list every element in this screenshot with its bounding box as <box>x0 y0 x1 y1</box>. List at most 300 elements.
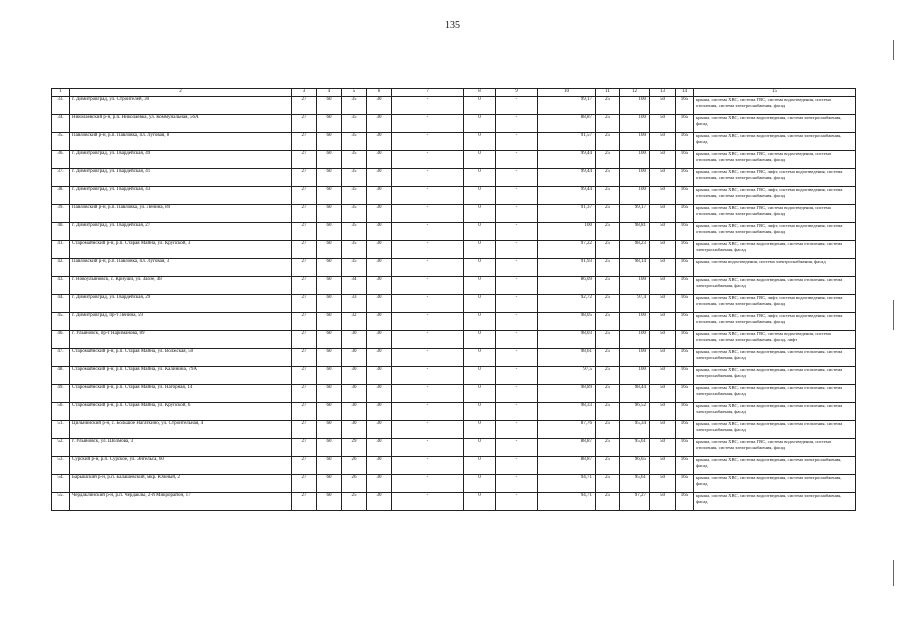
value-col-8: 0 <box>464 421 496 439</box>
value-col-4: 60 <box>317 241 342 259</box>
value-col-5: 35 <box>342 205 367 223</box>
value-col-6: 30 <box>367 205 392 223</box>
works-list: крыша, система ХВС, система ГВС, система водоотведения, система отопления, система электроснабжения, фасад <box>694 151 856 169</box>
value-col-13: 50 <box>650 169 676 187</box>
scan-edge-mark <box>893 40 894 60</box>
value-col-5: 26 <box>342 457 367 475</box>
value-col-5: 35 <box>342 133 367 151</box>
scan-edge-mark <box>893 560 894 586</box>
value-col-13: 50 <box>650 277 676 295</box>
value-col-10: 99,17 <box>538 97 596 115</box>
row-number: 54. <box>52 475 70 493</box>
value-col-7: - <box>392 241 464 259</box>
table-row <box>52 349 856 367</box>
value-col-8: 0 <box>464 367 496 385</box>
works-list: крыша, система ХВС, система ГВС, лифт, система водоотведения, система отопления, система электроснабжения, фасад <box>694 295 856 313</box>
works-list: крыша, система ХВС, система водоотведения, система отопления, система электроснабжения, фасад <box>694 277 856 295</box>
value-col-12: 100 <box>620 115 650 133</box>
value-col-7: - <box>392 385 464 403</box>
table-row <box>52 169 856 187</box>
value-col-9: - <box>496 169 538 187</box>
table-row <box>52 493 856 511</box>
value-col-3: 27 <box>292 187 317 205</box>
works-list: крыша, система ХВС, система ГВС, лифт, система водоотведения, система отопления, система электроснабжения, фасад <box>694 223 856 241</box>
value-col-5: 35 <box>342 97 367 115</box>
value-col-14: 165 <box>676 295 694 313</box>
address: г. Ульяновск, пр-т Нариманова, 89 <box>70 331 292 349</box>
value-col-6: 30 <box>367 493 392 511</box>
value-col-9: - <box>496 223 538 241</box>
column-header: 3 <box>292 89 317 97</box>
value-col-5: 35 <box>342 169 367 187</box>
value-col-14: 165 <box>676 223 694 241</box>
table-row <box>52 223 856 241</box>
value-col-13: 50 <box>650 97 676 115</box>
table-row <box>52 97 856 115</box>
column-header: 5 <box>342 89 367 97</box>
value-col-7: - <box>392 493 464 511</box>
address: Николаевский р-н, р.п. Николаевка, ул. Коммунальная, 56А <box>70 115 292 133</box>
works-list: крыша, система ХВС, система водоотведения, система отопления, система электроснабжения, фасад <box>694 367 856 385</box>
value-col-5: 30 <box>342 421 367 439</box>
value-col-11: 25 <box>596 493 620 511</box>
value-col-6: 30 <box>367 457 392 475</box>
works-list: крыша, система ХВС, система ГВС, система водоотведения, система отопления, система электроснабжения, фасад <box>694 97 856 115</box>
value-col-13: 50 <box>650 295 676 313</box>
value-col-7: - <box>392 223 464 241</box>
address: г. Димитровград, ул. Гвардейская, 29 <box>70 295 292 313</box>
value-col-12: 98,44 <box>620 385 650 403</box>
value-col-8: 0 <box>464 349 496 367</box>
value-col-9: - <box>496 313 538 331</box>
value-col-11: 25 <box>596 277 620 295</box>
column-header: 13 <box>650 89 676 97</box>
row-number: 40. <box>52 223 70 241</box>
value-col-4: 60 <box>317 115 342 133</box>
value-col-3: 27 <box>292 133 317 151</box>
value-col-12: 96,65 <box>620 457 650 475</box>
value-col-5: 29 <box>342 439 367 457</box>
value-col-6: 30 <box>367 151 392 169</box>
value-col-13: 50 <box>650 385 676 403</box>
value-col-14: 165 <box>676 421 694 439</box>
value-col-7: - <box>392 151 464 169</box>
value-col-4: 60 <box>317 385 342 403</box>
row-number: 46. <box>52 331 70 349</box>
value-col-7: - <box>392 133 464 151</box>
value-col-8: 0 <box>464 241 496 259</box>
value-col-11: 25 <box>596 457 620 475</box>
address: Старомайнский р-н, р.п. Старая Майна, ул. Волжская, 50 <box>70 349 292 367</box>
value-col-12: 100 <box>620 169 650 187</box>
value-col-7: - <box>392 277 464 295</box>
value-col-12: 98,81 <box>620 223 650 241</box>
table-row <box>52 421 856 439</box>
value-col-10: 99,44 <box>538 169 596 187</box>
address: Старомайнский р-н, р.п. Старая Майна, ул. Нагорная, 14 <box>70 385 292 403</box>
value-col-13: 50 <box>650 187 676 205</box>
value-col-11: 25 <box>596 205 620 223</box>
value-col-3: 27 <box>292 457 317 475</box>
value-col-3: 27 <box>292 493 317 511</box>
value-col-4: 60 <box>317 439 342 457</box>
value-col-10: 98,05 <box>538 313 596 331</box>
value-col-8: 0 <box>464 151 496 169</box>
value-col-9: - <box>496 475 538 493</box>
table-row <box>52 313 856 331</box>
row-number: 41. <box>52 241 70 259</box>
value-col-7: - <box>392 421 464 439</box>
value-col-13: 50 <box>650 151 676 169</box>
value-col-6: 30 <box>367 277 392 295</box>
table-row <box>52 439 856 457</box>
value-col-6: 30 <box>367 187 392 205</box>
value-col-9: - <box>496 97 538 115</box>
address: Цильнинский р-н, с. Большое Нагаткино, ул. Строительная, 4 <box>70 421 292 439</box>
row-number: 43. <box>52 277 70 295</box>
value-col-12: 100 <box>620 331 650 349</box>
address: Павловский р-н, р.п. Павловка, ул. Ленина, 89 <box>70 205 292 223</box>
value-col-14: 165 <box>676 493 694 511</box>
column-header: 15 <box>694 89 856 97</box>
value-col-10: 86,09 <box>538 277 596 295</box>
value-col-5: 35 <box>342 151 367 169</box>
value-col-12: 95,61 <box>620 439 650 457</box>
value-col-3: 27 <box>292 259 317 277</box>
row-number: 49. <box>52 385 70 403</box>
value-col-10: 97,22 <box>538 241 596 259</box>
value-col-7: - <box>392 367 464 385</box>
value-col-5: 30 <box>342 385 367 403</box>
table-row <box>52 295 856 313</box>
value-col-4: 60 <box>317 295 342 313</box>
value-col-14: 165 <box>676 403 694 421</box>
value-col-11: 25 <box>596 385 620 403</box>
works-list: крыша, система ХВС, система водоотведения, система отопления, система электроснабжения, фасад <box>694 241 856 259</box>
value-col-12: 97,27 <box>620 493 650 511</box>
value-col-9: - <box>496 115 538 133</box>
value-col-8: 0 <box>464 205 496 223</box>
value-col-4: 60 <box>317 187 342 205</box>
value-col-11: 25 <box>596 133 620 151</box>
value-col-3: 27 <box>292 241 317 259</box>
value-col-14: 165 <box>676 331 694 349</box>
value-col-13: 50 <box>650 349 676 367</box>
column-header: 10 <box>538 89 596 97</box>
value-col-13: 50 <box>650 367 676 385</box>
column-header: 6 <box>367 89 392 97</box>
value-col-8: 0 <box>464 169 496 187</box>
value-col-12: 100 <box>620 349 650 367</box>
housing-repair-table <box>51 88 856 511</box>
works-list: крыша, система ХВС, система ГВС, система водоотведения, система отопления, система электроснабжения, фасад <box>694 205 856 223</box>
value-col-5: 35 <box>342 187 367 205</box>
value-col-12: 100 <box>620 97 650 115</box>
address: Чердаклинский р-н, р.п. Чердаклы, 2-й Микрорайон, 17 <box>70 493 292 511</box>
value-col-14: 165 <box>676 97 694 115</box>
value-col-3: 27 <box>292 331 317 349</box>
value-col-4: 60 <box>317 421 342 439</box>
column-header: 11 <box>596 89 620 97</box>
value-col-11: 25 <box>596 403 620 421</box>
value-col-5: 33 <box>342 295 367 313</box>
value-col-7: - <box>392 457 464 475</box>
value-col-6: 30 <box>367 331 392 349</box>
table-body <box>52 97 856 511</box>
value-col-7: - <box>392 439 464 457</box>
works-list: крыша, система ХВС, система водоотведения, система электроснабжения, фасад <box>694 457 856 475</box>
value-col-8: 0 <box>464 133 496 151</box>
value-col-14: 165 <box>676 313 694 331</box>
value-col-8: 0 <box>464 313 496 331</box>
address: г. Ульяновск, ул. Шолмова, 3 <box>70 439 292 457</box>
works-list: крыша, система водоотведения, система электроснабжения, фасад <box>694 259 856 277</box>
value-col-5: 30 <box>342 331 367 349</box>
value-col-3: 27 <box>292 475 317 493</box>
works-list: крыша, система ХВС, система водоотведения, система электроснабжения, фасад <box>694 493 856 511</box>
value-col-9: - <box>496 151 538 169</box>
column-header: 9 <box>496 89 538 97</box>
value-col-10: 91,37 <box>538 205 596 223</box>
value-col-12: 97,4 <box>620 295 650 313</box>
value-col-7: - <box>392 169 464 187</box>
value-col-10: 100 <box>538 223 596 241</box>
address: г. Димитровград, пр-т Ленина, 59 <box>70 313 292 331</box>
table-row <box>52 115 856 133</box>
value-col-9: - <box>496 367 538 385</box>
column-header: 2 <box>70 89 292 97</box>
value-col-11: 25 <box>596 295 620 313</box>
address: Старомайнский р-н, р.п. Старая Майна, ул. Крупской, 3 <box>70 241 292 259</box>
value-col-8: 0 <box>464 115 496 133</box>
table-row <box>52 277 856 295</box>
value-col-7: - <box>392 313 464 331</box>
value-col-9: - <box>496 133 538 151</box>
value-col-9: - <box>496 349 538 367</box>
value-col-11: 25 <box>596 115 620 133</box>
value-col-14: 165 <box>676 457 694 475</box>
column-header: 8 <box>464 89 496 97</box>
column-header: 1 <box>52 89 70 97</box>
address: г. Димитровград, ул. Строителей, 30 <box>70 97 292 115</box>
table-row <box>52 241 856 259</box>
value-col-6: 30 <box>367 421 392 439</box>
value-col-10: 97,5 <box>538 367 596 385</box>
value-col-12: 100 <box>620 151 650 169</box>
value-col-11: 25 <box>596 439 620 457</box>
value-col-13: 50 <box>650 475 676 493</box>
value-col-5: 30 <box>342 403 367 421</box>
address: Павловский р-н, р.п. Павловка, пл. Луговая, 8 <box>70 133 292 151</box>
value-col-9: - <box>496 385 538 403</box>
value-col-8: 0 <box>464 475 496 493</box>
value-col-12: 95,61 <box>620 475 650 493</box>
value-col-7: - <box>392 115 464 133</box>
row-number: 44. <box>52 295 70 313</box>
value-col-3: 27 <box>292 205 317 223</box>
value-col-4: 60 <box>317 133 342 151</box>
table-header <box>52 89 856 97</box>
scan-edge-mark <box>893 300 894 330</box>
address: г. Димитровград, ул. Гвардейская, 49 <box>70 151 292 169</box>
value-col-6: 30 <box>367 385 392 403</box>
value-col-5: 30 <box>342 367 367 385</box>
value-col-4: 60 <box>317 259 342 277</box>
value-col-14: 165 <box>676 151 694 169</box>
row-number: 52. <box>52 439 70 457</box>
value-col-7: - <box>392 187 464 205</box>
value-col-3: 27 <box>292 277 317 295</box>
value-col-11: 25 <box>596 241 620 259</box>
value-col-13: 50 <box>650 331 676 349</box>
address: г. Димитровград, ул. Гвардейская, 27 <box>70 223 292 241</box>
value-col-3: 27 <box>292 223 317 241</box>
value-col-4: 60 <box>317 493 342 511</box>
table-row <box>52 133 856 151</box>
value-col-3: 27 <box>292 169 317 187</box>
value-col-11: 25 <box>596 169 620 187</box>
works-list: крыша, система ХВС, система ГВС, лифт, система водоотведения, система отопления, система электроснабжения, фасад <box>694 313 856 331</box>
value-col-10: 98,33 <box>538 403 596 421</box>
value-col-8: 0 <box>464 295 496 313</box>
value-col-11: 25 <box>596 349 620 367</box>
value-col-8: 0 <box>464 277 496 295</box>
value-col-12: 98,14 <box>620 259 650 277</box>
value-col-5: 34 <box>342 277 367 295</box>
works-list: крыша, система ХВС, система водоотведения, система электроснабжения, фасад <box>694 475 856 493</box>
value-col-7: - <box>392 475 464 493</box>
value-col-14: 165 <box>676 349 694 367</box>
value-col-11: 25 <box>596 259 620 277</box>
value-col-13: 50 <box>650 457 676 475</box>
value-col-8: 0 <box>464 223 496 241</box>
value-col-14: 165 <box>676 133 694 151</box>
value-col-9: - <box>496 295 538 313</box>
table-row <box>52 367 856 385</box>
value-col-9: - <box>496 241 538 259</box>
value-col-12: 96,52 <box>620 403 650 421</box>
value-col-6: 30 <box>367 313 392 331</box>
value-col-10: 87,76 <box>538 421 596 439</box>
value-col-12: 100 <box>620 367 650 385</box>
works-list: крыша, система ХВС, система ГВС, система водоотведения, система отопления, система электроснабжения, фасад <box>694 439 856 457</box>
value-col-4: 60 <box>317 277 342 295</box>
row-number: 34. <box>52 115 70 133</box>
value-col-3: 27 <box>292 367 317 385</box>
value-col-14: 165 <box>676 115 694 133</box>
value-col-14: 165 <box>676 169 694 187</box>
value-col-7: - <box>392 259 464 277</box>
value-col-13: 50 <box>650 403 676 421</box>
value-col-7: - <box>392 349 464 367</box>
value-col-13: 50 <box>650 205 676 223</box>
value-col-3: 27 <box>292 403 317 421</box>
value-col-6: 30 <box>367 349 392 367</box>
works-list: крыша, система ХВС, система водоотведения, система электроснабжения, фасад <box>694 115 856 133</box>
address: г. Димитровград, ул. Гвардейская, 43 <box>70 187 292 205</box>
value-col-4: 60 <box>317 367 342 385</box>
row-number: 37. <box>52 169 70 187</box>
value-col-6: 30 <box>367 367 392 385</box>
value-col-11: 25 <box>596 187 620 205</box>
value-col-10: 88,87 <box>538 439 596 457</box>
row-number: 53. <box>52 457 70 475</box>
value-col-6: 30 <box>367 259 392 277</box>
value-col-9: - <box>496 439 538 457</box>
value-col-14: 165 <box>676 385 694 403</box>
row-number: 39. <box>52 205 70 223</box>
value-col-14: 165 <box>676 475 694 493</box>
value-col-4: 60 <box>317 331 342 349</box>
value-col-11: 25 <box>596 421 620 439</box>
value-col-13: 50 <box>650 313 676 331</box>
table-row <box>52 331 856 349</box>
value-col-14: 165 <box>676 187 694 205</box>
address: Сурский р-н, р.п. Сурское, ул. Энгельса, 60 <box>70 457 292 475</box>
value-col-6: 30 <box>367 403 392 421</box>
value-col-7: - <box>392 97 464 115</box>
row-number: 50. <box>52 403 70 421</box>
value-col-10: 92,72 <box>538 295 596 313</box>
value-col-5: 35 <box>342 259 367 277</box>
value-col-13: 50 <box>650 421 676 439</box>
value-col-4: 60 <box>317 205 342 223</box>
row-number: 51. <box>52 421 70 439</box>
value-col-6: 30 <box>367 241 392 259</box>
value-col-5: 35 <box>342 223 367 241</box>
value-col-9: - <box>496 457 538 475</box>
value-col-3: 27 <box>292 421 317 439</box>
works-list: крыша, система ХВС, система водоотведения, система отопления, система электроснабжения, фасад <box>694 349 856 367</box>
works-list: крыша, система ХВС, система водоотведения, система электроснабжения, фасад <box>694 133 856 151</box>
value-col-6: 30 <box>367 133 392 151</box>
value-col-13: 50 <box>650 439 676 457</box>
value-col-10: 98,03 <box>538 331 596 349</box>
header-row <box>52 89 856 97</box>
row-number: 45. <box>52 313 70 331</box>
address: Павловский р-н, р.п. Павловка, пл. Луговая, 3 <box>70 259 292 277</box>
value-col-9: - <box>496 259 538 277</box>
value-col-8: 0 <box>464 187 496 205</box>
table-row <box>52 475 856 493</box>
works-list: крыша, система ХВС, система водоотведения, система отопления, система электроснабжения, фасад <box>694 385 856 403</box>
value-col-12: 100 <box>620 187 650 205</box>
value-col-11: 25 <box>596 97 620 115</box>
value-col-5: 35 <box>342 241 367 259</box>
value-col-5: 32 <box>342 313 367 331</box>
value-col-10: 88,87 <box>538 115 596 133</box>
value-col-10: 91,57 <box>538 133 596 151</box>
value-col-12: 95,34 <box>620 421 650 439</box>
column-header: 12 <box>620 89 650 97</box>
value-col-6: 30 <box>367 169 392 187</box>
value-col-11: 25 <box>596 223 620 241</box>
address: г. Новоульяновск, с. Криуши, ул. Заозе, 48 <box>70 277 292 295</box>
value-col-9: - <box>496 277 538 295</box>
value-col-6: 30 <box>367 295 392 313</box>
row-number: 36. <box>52 151 70 169</box>
value-col-4: 60 <box>317 475 342 493</box>
value-col-8: 0 <box>464 259 496 277</box>
value-col-9: - <box>496 421 538 439</box>
value-col-13: 50 <box>650 223 676 241</box>
value-col-10: 98,61 <box>538 349 596 367</box>
value-col-9: - <box>496 331 538 349</box>
value-col-14: 165 <box>676 205 694 223</box>
value-col-5: 26 <box>342 475 367 493</box>
address: Старомайнский р-н, р.п. Старая Майна, ул. Крупской, 6 <box>70 403 292 421</box>
value-col-14: 165 <box>676 259 694 277</box>
